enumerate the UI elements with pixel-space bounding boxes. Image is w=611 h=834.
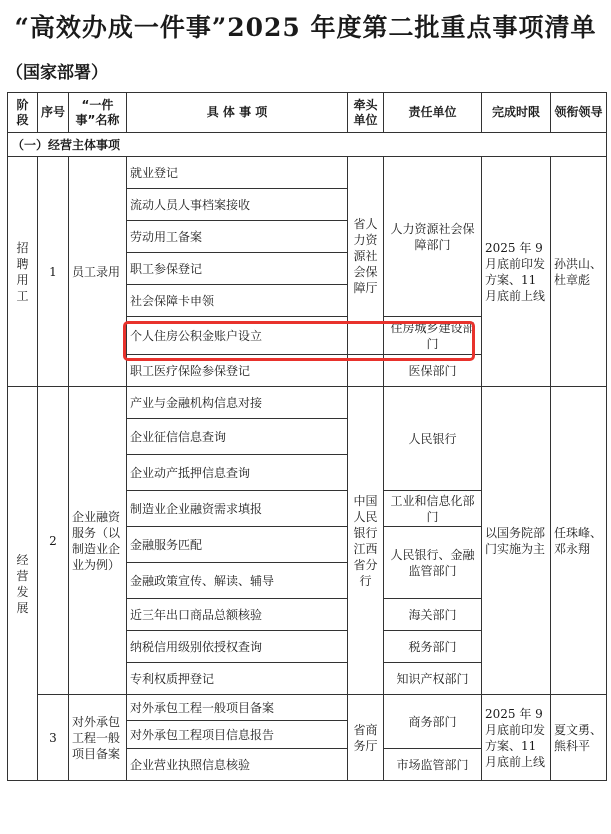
item-cell: 社会保障卡申领 [127,285,348,317]
section-row [8,133,607,157]
document-subtitle: （国家部署） [6,63,108,83]
lead-unit-cell: 省商务厅 [348,695,384,781]
header-time: 完成时限 [482,93,551,133]
header-row [8,93,607,133]
dept-cell: 工业和信息化部门 [384,491,482,527]
lead-unit-cell: 省人力资源社会保障厅 [348,157,384,355]
item-cell: 制造业企业融资需求填报 [127,491,348,527]
header-leader: 领衔领导 [551,93,607,133]
item-cell: 对外承包工程项目信息报告 [127,721,348,749]
item-cell: 金融服务匹配 [127,527,348,563]
item-cell: 劳动用工备案 [127,221,348,253]
dept-cell: 市场监管部门 [384,749,482,781]
dept-cell: 海关部门 [384,599,482,631]
dept-cell: 医保部门 [384,355,482,387]
item-cell: 企业动产抵押信息查询 [127,455,348,491]
matter-name-cell: 企业融资服务（以制造业企业为例） [69,387,127,695]
seq-cell: 1 [38,157,69,387]
item-cell: 企业营业执照信息核验 [127,749,348,781]
task-list-table [7,92,607,781]
item-cell: 对外承包工程一般项目备案 [127,695,348,721]
item-cell: 近三年出口商品总额核验 [127,599,348,631]
item-cell: 专利权质押登记 [127,663,348,695]
dept-cell: 住房城乡建设部门 [384,317,482,355]
deadline-cell: 2025 年 9 月底前印发方案、11 月底前上线 [482,157,551,387]
dept-cell: 税务部门 [384,631,482,663]
item-cell: 企业征信信息查询 [127,419,348,455]
item-cell: 个人住房公积金账户设立 [127,317,348,355]
dept-cell: 人力资源社会保障部门 [384,157,482,317]
lead-unit-cell: 中国人民银行江西省分行 [348,387,384,695]
document-title: “高效办成一件事”2025 年度第二批重点事项清单 [14,13,597,42]
item-cell: 流动人员人事档案接收 [127,189,348,221]
highlight-box [123,321,475,361]
matter-name-cell: 对外承包工程一般项目备案 [69,695,127,781]
leader-cell: 夏文勇、熊科平 [551,695,607,781]
dept-cell: 人民银行、金融监管部门 [384,527,482,599]
header-items: 具 体 事 项 [127,93,348,133]
item-cell: 职工参保登记 [127,253,348,285]
dept-cell: 人民银行 [384,387,482,491]
header-stage: 阶段 [8,93,38,133]
seq-cell: 2 [38,387,69,695]
dept-cell: 商务部门 [384,695,482,749]
stage-cell: 经营发展 [8,387,38,781]
item-cell: 就业登记 [127,157,348,189]
deadline-cell: 2025 年 9 月底前印发方案、11 月底前上线 [482,695,551,781]
header-name: “一件事”名称 [69,93,127,133]
header-dept: 责任单位 [384,93,482,133]
deadline-cell: 以国务院部门实施为主 [482,387,551,695]
section-heading: （一）经营主体事项 [8,133,607,157]
leader-cell: 任珠峰、邓永翔 [551,387,607,695]
table-row [8,695,607,721]
item-cell: 纳税信用级别依授权查询 [127,631,348,663]
item-cell: 产业与金融机构信息对接 [127,387,348,419]
leader-cell: 孙洪山、杜章彪 [551,157,607,387]
header-lead: 牵头单位 [348,93,384,133]
seq-cell: 3 [38,695,69,781]
table-row [8,387,607,419]
header-seq: 序号 [38,93,69,133]
stage-cell: 招聘用工 [8,157,38,387]
matter-name-cell: 员工录用 [69,157,127,387]
table-row [8,157,607,189]
item-cell: 金融政策宣传、解读、辅导 [127,563,348,599]
dept-cell: 知识产权部门 [384,663,482,695]
item-cell: 职工医疗保险参保登记 [127,355,348,387]
